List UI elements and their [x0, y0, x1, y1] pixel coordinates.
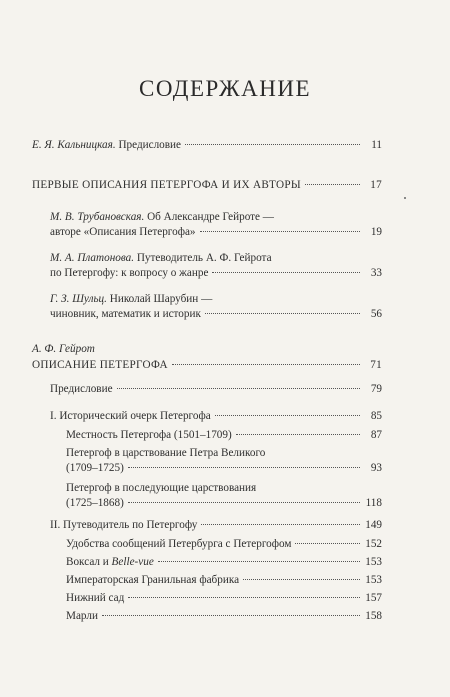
entry-author: Г. З. Шульц.: [50, 293, 107, 305]
page-number: 153: [365, 574, 382, 586]
toc-entry-peter-the-great: [66, 446, 382, 476]
page-number: 33: [370, 267, 382, 279]
dot-leader: [205, 312, 360, 314]
dot-leader: [201, 523, 360, 525]
dot-leader: [117, 387, 360, 389]
entry-title-line1: Об Александре Гейроте —: [144, 211, 274, 223]
section-title: ПЕРВЫЕ ОПИСАНИЯ ПЕТЕРГОФА И ИХ АВТОРЫ: [32, 179, 301, 191]
entry-title-line1: Путеводитель А. Ф. Гейрота: [134, 252, 272, 264]
entry-author: М. А. Платонова.: [50, 252, 135, 264]
section-author: А. Ф. Гейрот: [32, 343, 95, 355]
entry-title-line2: по Петергофу: к вопросу о жанре: [50, 267, 209, 279]
page-number: 85: [370, 410, 382, 422]
toc-entry-shults: [50, 292, 382, 322]
page-number: 19: [370, 226, 382, 238]
entry-author: М. В. Трубановская.: [50, 211, 145, 223]
page-number: 17: [370, 179, 382, 191]
dot-leader: [212, 271, 360, 273]
page-number: 157: [365, 592, 382, 604]
entry-author: Е. Я. Кальницкая.: [32, 139, 116, 151]
toc-entry-preface-kalnitskaya: [32, 138, 382, 153]
page-number: 118: [365, 497, 382, 509]
toc-entry-part-2: [50, 518, 382, 533]
entry-title-line2: чиновник, математик и историк: [50, 308, 201, 320]
dot-leader: [236, 433, 360, 435]
page-title: СОДЕРЖАНИЕ: [138, 76, 311, 101]
section-title: ОПИСАНИЕ ПЕТЕРГОФА: [32, 359, 168, 371]
dot-leader: [158, 560, 360, 562]
page-number: 56: [370, 308, 382, 320]
entry-title-line2: (1725–1868): [66, 497, 124, 509]
page-number: 71: [370, 359, 382, 371]
entry-title: Воксал и: [66, 556, 112, 568]
entry-title-line2: авторе «Описания Петергофа»: [50, 226, 196, 238]
page-number: 79: [370, 383, 382, 395]
dot-leader: [305, 183, 360, 185]
entry-title-line1: Петергоф в последующие царствования: [66, 482, 257, 494]
toc-entry-lower-garden: [66, 591, 382, 606]
page-number: 149: [365, 519, 382, 531]
entry-title: Нижний сад: [66, 592, 125, 604]
toc-entry-lapidary-factory: [66, 573, 382, 588]
entry-title-italic: Belle-vue: [111, 556, 154, 568]
page-number: 153: [365, 556, 382, 568]
toc-entry-transport: [66, 537, 382, 552]
toc-entry-locality: [66, 428, 382, 443]
page-number: 11: [371, 139, 382, 151]
page-number: 158: [365, 610, 382, 622]
page-number: 87: [370, 429, 382, 441]
entry-title: Удобства сообщений Петербурга с Петергофом: [66, 538, 292, 550]
toc-entry-marly: [66, 609, 382, 624]
entry-title: Предисловие: [115, 139, 182, 151]
entry-title: II. Путеводитель по Петергофу: [50, 519, 198, 531]
toc-section-description-petergof: [32, 358, 382, 373]
toc-section-first-descriptions: [32, 178, 382, 193]
toc-entry-trubanovskaya: [50, 210, 382, 240]
toc-entry-platonova: [50, 251, 382, 281]
dot-leader: [172, 363, 360, 365]
dot-leader: [128, 466, 360, 468]
entry-title: Марли: [66, 610, 98, 622]
dot-leader: [295, 542, 360, 544]
dot-leader: [215, 414, 360, 416]
entry-title: Предисловие: [50, 383, 113, 395]
dot-leader: [128, 501, 360, 503]
speck-mark: [404, 197, 406, 199]
page-number: 152: [365, 538, 382, 550]
toc-entry-later-reigns: [66, 481, 382, 511]
page-number: 93: [370, 462, 382, 474]
entry-title: Местность Петергофа (1501–1709): [66, 429, 232, 441]
toc-entry-preface: [50, 382, 382, 397]
entry-title-line2: (1709–1725): [66, 462, 124, 474]
entry-title-line1: Николай Шарубин —: [106, 293, 213, 305]
entry-title-line1: Петергоф в царствование Петра Великого: [66, 447, 266, 459]
dot-leader: [185, 143, 360, 145]
dot-leader: [200, 230, 361, 232]
toc-entry-part-1: [50, 409, 382, 424]
dot-leader: [128, 596, 360, 598]
toc-entry-vauxhall: [66, 555, 382, 570]
dot-leader: [102, 614, 360, 616]
entry-title: Императорская Гранильная фабрика: [66, 574, 240, 586]
dot-leader: [243, 578, 360, 580]
entry-title: I. Исторический очерк Петергофа: [50, 410, 211, 422]
